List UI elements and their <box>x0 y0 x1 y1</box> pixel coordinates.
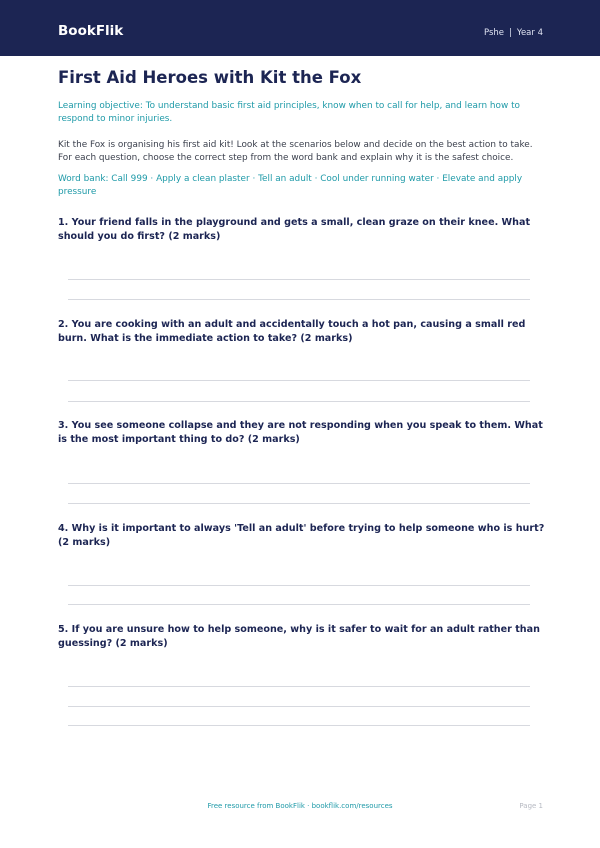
answer-line[interactable] <box>68 604 530 605</box>
answer-line[interactable] <box>68 725 530 726</box>
answer-line[interactable] <box>68 279 530 280</box>
answer-line[interactable] <box>68 483 530 484</box>
answer-line[interactable] <box>68 706 530 707</box>
header-bar <box>0 0 600 56</box>
answer-line[interactable] <box>68 686 530 687</box>
question-1: 1. Your friend falls in the playground and gets a small, clean graze on their knee. What should you do first? (2 marks) <box>58 217 531 242</box>
subject-label: Pshe <box>483 28 505 38</box>
question-3: 3. You see someone collapse and they are not responding when you speak to them. What is the most important thing to do? (2 marks) <box>58 420 543 445</box>
answer-line[interactable] <box>68 401 530 402</box>
year-label: Year 4 <box>516 28 543 38</box>
footer-credit[interactable]: Free resource from BookFlik · bookflik.com/resources <box>207 802 393 810</box>
worksheet-title: First Aid Heroes with Kit the Fox <box>58 68 362 87</box>
page-number: Page 1 <box>519 802 543 810</box>
intro-text: Kit the Fox is organising his first aid kit! Look at the scenarios below and decide on the best action to take. For each question, choose the correct step from the word bank and explain why it is the safest choice. <box>58 140 533 163</box>
question-2: 2. You are cooking with an adult and accidentally touch a hot pan, causing a small red burn. What is the immediate action to take? (2 marks) <box>58 319 526 344</box>
meta-separator: | <box>509 28 512 38</box>
brand-logo[interactable]: BookFlik <box>58 23 124 39</box>
word-bank: Word bank: Call 999 · Apply a clean plaster · Tell an adult · Cool under running water · Elevate and apply pressure <box>58 174 523 197</box>
question-5: 5. If you are unsure how to help someone, why is it safer to wait for an adult rather than guessing? (2 marks) <box>58 624 540 649</box>
answer-line[interactable] <box>68 299 530 300</box>
header-meta <box>484 28 543 38</box>
learning-objective: Learning objective: To understand basic first aid principles, know when to call for help, and learn how to respond to minor injuries. <box>58 101 520 124</box>
answer-line[interactable] <box>68 503 530 504</box>
answer-line[interactable] <box>68 380 530 381</box>
answer-line[interactable] <box>68 585 530 586</box>
question-4: 4. Why is it important to always 'Tell an adult' before trying to help someone who is hurt? (2 marks) <box>58 523 545 548</box>
